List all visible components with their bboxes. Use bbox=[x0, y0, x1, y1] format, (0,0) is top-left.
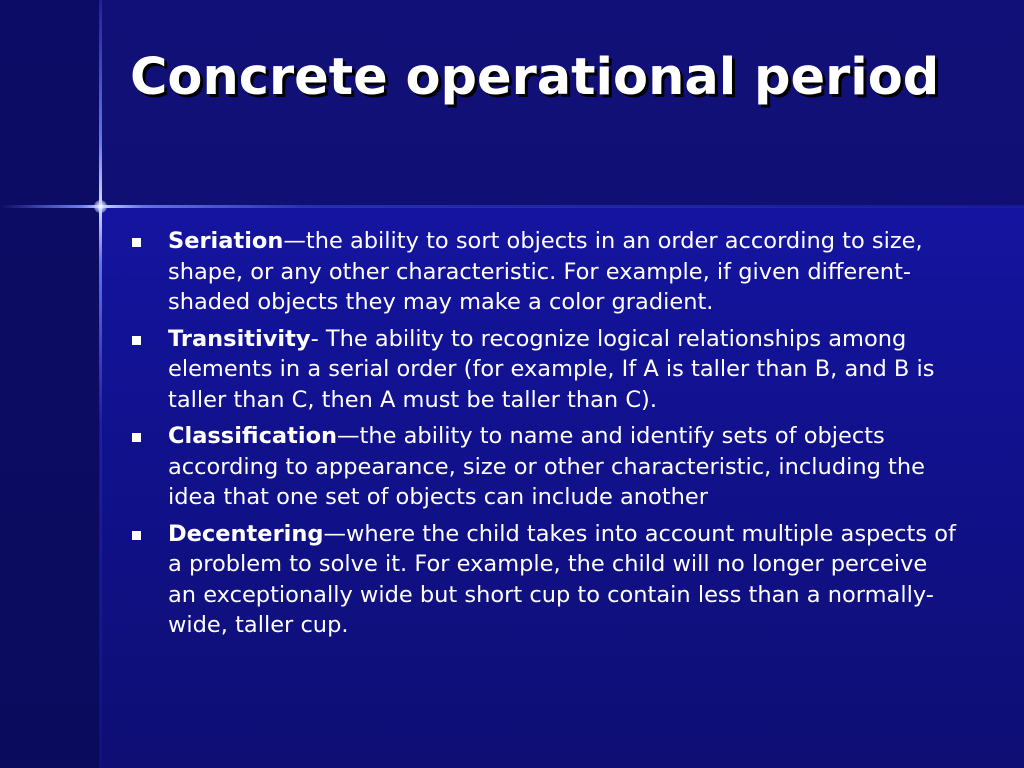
bullet-text: - The ability to recognize logical relationships among elements in a serial order (for example, If A is taller than B, and B is taller than C, then A must be taller than C). bbox=[168, 325, 935, 413]
bullet-text: —where the child takes into account multiple aspects of a problem to solve it. For example, the child will no longer perceive an exceptionally wide but short cup to contain less than a normally-wide, taller cup. bbox=[168, 520, 956, 638]
bullet-item-seriation bbox=[130, 226, 960, 318]
horizontal-glow-line bbox=[0, 205, 1024, 208]
bullet-list bbox=[130, 226, 960, 647]
bullet-term: Seriation bbox=[168, 228, 284, 254]
square-bullet-icon bbox=[132, 336, 141, 345]
square-bullet-icon bbox=[132, 531, 141, 540]
square-bullet-icon bbox=[132, 433, 141, 442]
bullet-text: —the ability to name and identify sets of objects according to appearance, size or other characteristic, including the idea that one set of objects can include another bbox=[168, 423, 925, 510]
bullet-term: Transitivity bbox=[168, 325, 311, 352]
bullet-item-transitivity bbox=[130, 324, 960, 416]
bullet-text: —the ability to sort objects in an order according to size, shape, or any other characteristic. For example, if given different-shaded objects they may make a color gradient. bbox=[168, 228, 923, 315]
slide-title: Concrete operational period bbox=[130, 48, 940, 107]
left-band-background bbox=[0, 0, 100, 768]
vertical-glow-line bbox=[99, 0, 102, 768]
bullet-item-decentering bbox=[130, 519, 960, 641]
square-bullet-icon bbox=[132, 238, 141, 247]
bullet-item-classification bbox=[130, 421, 960, 513]
sparkle-icon bbox=[94, 200, 107, 213]
bullet-term: Classification bbox=[168, 423, 338, 449]
bullet-term: Decentering bbox=[168, 520, 324, 547]
